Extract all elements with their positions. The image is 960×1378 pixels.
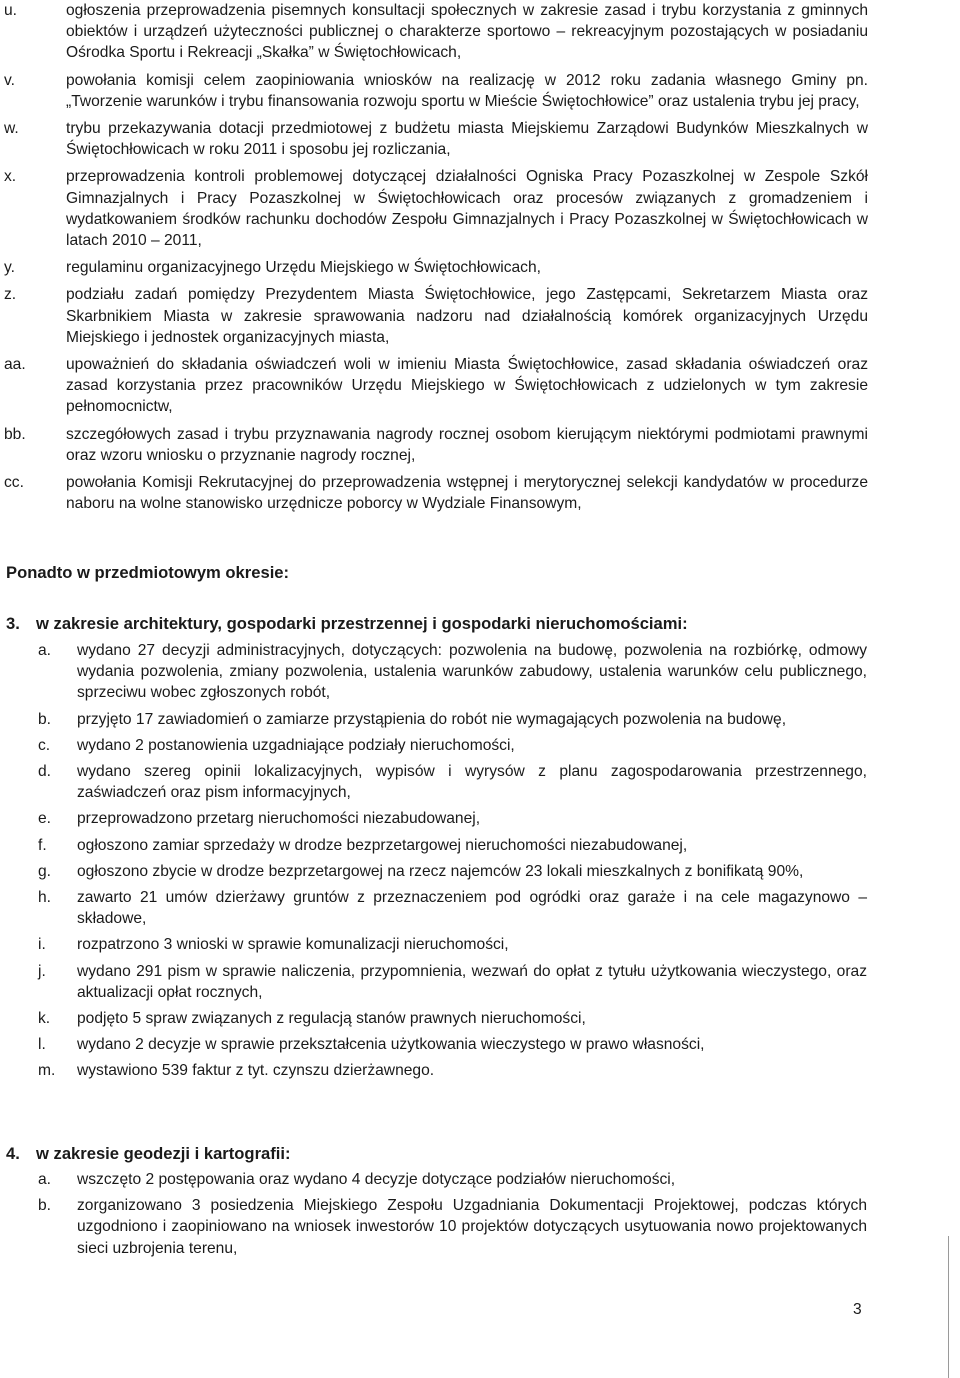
list-item-label: l. (38, 1036, 46, 1054)
list-item (0, 118, 868, 160)
list-item (0, 640, 867, 704)
list-item (0, 735, 867, 756)
list-item (0, 166, 868, 251)
section-4-heading (6, 1143, 291, 1165)
list-item (0, 934, 867, 955)
list-item-text: szczegółowych zasad i trybu przyznawania nagrody rocznej osobom kierującym niektórymi podmiotami prawnymi oraz wzoru wniosku o przyznanie nagrody rocznej, (66, 425, 868, 464)
list-item (0, 1195, 867, 1259)
list-item-label: g. (38, 862, 52, 880)
list-item-text: wystawiono 539 faktur z tyt. czynszu dzierżawnego. (77, 1062, 435, 1080)
list-item-text: ogłoszenia przeprowadzenia pisemnych konsultacji społecznych w zakresie zasad i trybu korzystania z gminnych obiektów i urządzeń użyteczności publicznej o charakterze sportowo – rekreacyjnym pozostających w posiadaniu Ośrodka Sportu i Rekreacji „Skałka” w Świętochłowicach, (66, 2, 868, 62)
resolutions-list (0, 0, 960, 520)
list-item-label: w. (4, 120, 19, 138)
scan-edge-line (948, 1236, 949, 1378)
list-item-text: przyjęto 17 zawiadomień o zamiarze przystąpienia do robót nie wymagających pozwolenia na budowę, (77, 710, 787, 728)
list-item-label: y. (4, 259, 15, 277)
list-item-label: a. (38, 642, 52, 659)
list-item (0, 1008, 867, 1029)
list-item-label: u. (4, 2, 18, 19)
ponadto-heading: Ponadto w przedmiotowym okresie: (6, 563, 290, 582)
list-item (0, 354, 868, 418)
list-item-text: trybu przekazywania dotacji przedmiotowej z budżetu miasta Miejskiemu Zarządowi Budynków Mieszkalnych w Świętochłowicach w roku 2011 i sposobu jej rozliczania, (66, 120, 868, 159)
list-item (0, 761, 867, 803)
section-3-title: w zakresie architektury, gospodarki przestrzennej i gospodarki nieruchomościami: (36, 614, 688, 633)
list-item-label: i. (38, 936, 46, 954)
list-item-label: x. (4, 168, 17, 186)
list-item (0, 835, 867, 856)
page-number: 3 (853, 1301, 862, 1318)
list-item-text: regulaminu organizacyjnego Urzędu Miejskiego w Świętochłowicach, (66, 259, 541, 277)
list-item-text: wydano 291 pism w sprawie naliczenia, przypomnienia, wezwań do opłat z tytułu użytkowania wieczystego, oraz aktualizacji opłat rocznych, (77, 962, 867, 1001)
list-item-text: rozpatrzono 3 wnioski w sprawie komunalizacji nieruchomości, (77, 936, 509, 954)
list-item-label: v. (4, 71, 15, 89)
list-item-text: wydano 2 postanowienia uzgadniające podziały nieruchomości, (77, 736, 515, 754)
list-item-text: zorganizowano 3 posiedzenia Miejskiego Zespołu Uzgadniania Dokumentacji Projektowej, podczas których uzgodniono i zaopiniowano na wniosek inwestorów 10 projektów dotyczących usytuowania nowo projektowanych sieci uzbrojenia terenu, (77, 1197, 867, 1257)
list-item-label: cc. (4, 474, 24, 492)
list-item-label: bb. (4, 425, 26, 443)
section-4-list (0, 1169, 960, 1264)
list-item-label: b. (38, 1197, 52, 1215)
list-item (0, 257, 868, 278)
list-item-label: d. (38, 763, 52, 781)
list-item-text: przeprowadzenia kontroli problemowej dotyczącej działalności Ogniska Pracy Pozaszkolnej w Zespole Szkół Gimnazjalnych i Pracy Pozaszkolnej w Świętochłowicach oraz procesów związanych z gromadzeniem i wydatkowaniem środków rachunku dochodów Zespołu Gimnazjalnych i Pracy Pozaszkolnej w Świętochłowicach w latach 2010 – 2011, (66, 168, 868, 250)
list-item-label: h. (38, 889, 52, 907)
section-3-heading (6, 613, 688, 635)
list-item (0, 0, 868, 64)
list-item (0, 284, 868, 348)
list-item-text: upoważnień do składania oświadczeń woli w imieniu Miasta Świętochłowice, zasad składania oświadczeń oraz zasad korzystania przez pracowników Urzędu Miejskiego w Świętochłowicach z udzielonych w tym zakresie pełnomocnictw, (66, 356, 868, 416)
list-item-text: powołania komisji celem zaopiniowania wniosków na realizację w 2012 roku zadania własnego Gminy pn. „Tworzenie warunków i trybu finansowania rozwoju sportu w Mieście Świętochłowice” oraz ustalenia trybu jej pracy, (66, 71, 868, 110)
list-item (0, 424, 868, 466)
list-item-text: wydano 2 decyzje w sprawie przekształcenia użytkowania wieczystego w prawo własności, (77, 1036, 705, 1054)
section-3-list (0, 640, 960, 1087)
list-item-text: wszczęto 2 postępowania oraz wydano 4 decyzje dotyczące podziałów nieruchomości, (77, 1171, 676, 1188)
list-item (0, 887, 867, 929)
list-item (0, 472, 868, 514)
list-item (0, 808, 867, 829)
list-item-label: f. (38, 836, 47, 854)
list-item (0, 861, 867, 882)
list-item-text: podziału zadań pomiędzy Prezydentem Miasta Świętochłowice, jego Zastępcami, Sekretarzem Miasta oraz Skarbnikiem Miasta w zakresie sprawowania nadzoru nad działalnością komórek organizacyjnych Urzędu Miejskiego i jednostek organizacyjnych miasta, (66, 286, 868, 346)
list-item-text: ogłoszono zamiar sprzedaży w drodze bezprzetargowej nieruchomości niezabudowanej, (77, 836, 688, 854)
list-item-text: zawarto 21 umów dzierżawy gruntów z przeznaczeniem pod ogródki oraz garaże i na cele magazynowo – składowe, (77, 889, 867, 928)
list-item-label: z. (4, 286, 17, 304)
list-item-text: powołania Komisji Rekrutacyjnej do przeprowadzenia wstępnej i merytorycznej selekcji kandydatów w procedurze naboru na wolne stanowisko urzędnicze poborcy w Wydziale Finansowym, (66, 474, 868, 513)
list-item (0, 1169, 867, 1190)
list-item (0, 70, 868, 112)
list-item-label: m. (38, 1062, 56, 1080)
list-item-label: c. (38, 736, 51, 754)
list-item-label: a. (38, 1171, 52, 1188)
list-item-text: ogłoszono zbycie w drodze bezprzetargowej na rzecz najemców 23 lokali mieszkalnych z bonifikatą 90%, (77, 862, 804, 880)
section-3-number: 3. (6, 614, 20, 633)
list-item-text: podjęto 5 spraw związanych z regulacją stanów prawnych nieruchomości, (77, 1010, 586, 1028)
list-item (0, 709, 867, 730)
list-item-text: przeprowadzono przetarg nieruchomości niezabudowanej, (77, 810, 481, 828)
list-item-label: e. (38, 810, 52, 828)
list-item-label: k. (38, 1010, 51, 1028)
list-item-text: wydano szereg opinii lokalizacyjnych, wypisów i wyrysów z planu zagospodarowania przestrzennego, zaświadczeń oraz pism informacyjnych, (77, 763, 867, 802)
list-item-label: j. (38, 962, 46, 980)
list-item (0, 1060, 867, 1081)
section-4-title: w zakresie geodezji i kartografii: (36, 1144, 291, 1163)
list-item-label: aa. (4, 356, 26, 374)
list-item-label: b. (38, 710, 52, 728)
list-item-text: wydano 27 decyzji administracyjnych, dotyczących: pozwolenia na budowę, pozwolenia na rozbiórkę, odmowy wydania pozwolenia, zmiany pozwolenia, ustalenia warunków zabudowy, ustalenia warunków celu publicznego, sprzeciwu wobec zgłoszonych robót, (77, 642, 867, 702)
list-item (0, 1034, 867, 1055)
section-4-number: 4. (6, 1144, 20, 1163)
list-item (0, 961, 867, 1003)
